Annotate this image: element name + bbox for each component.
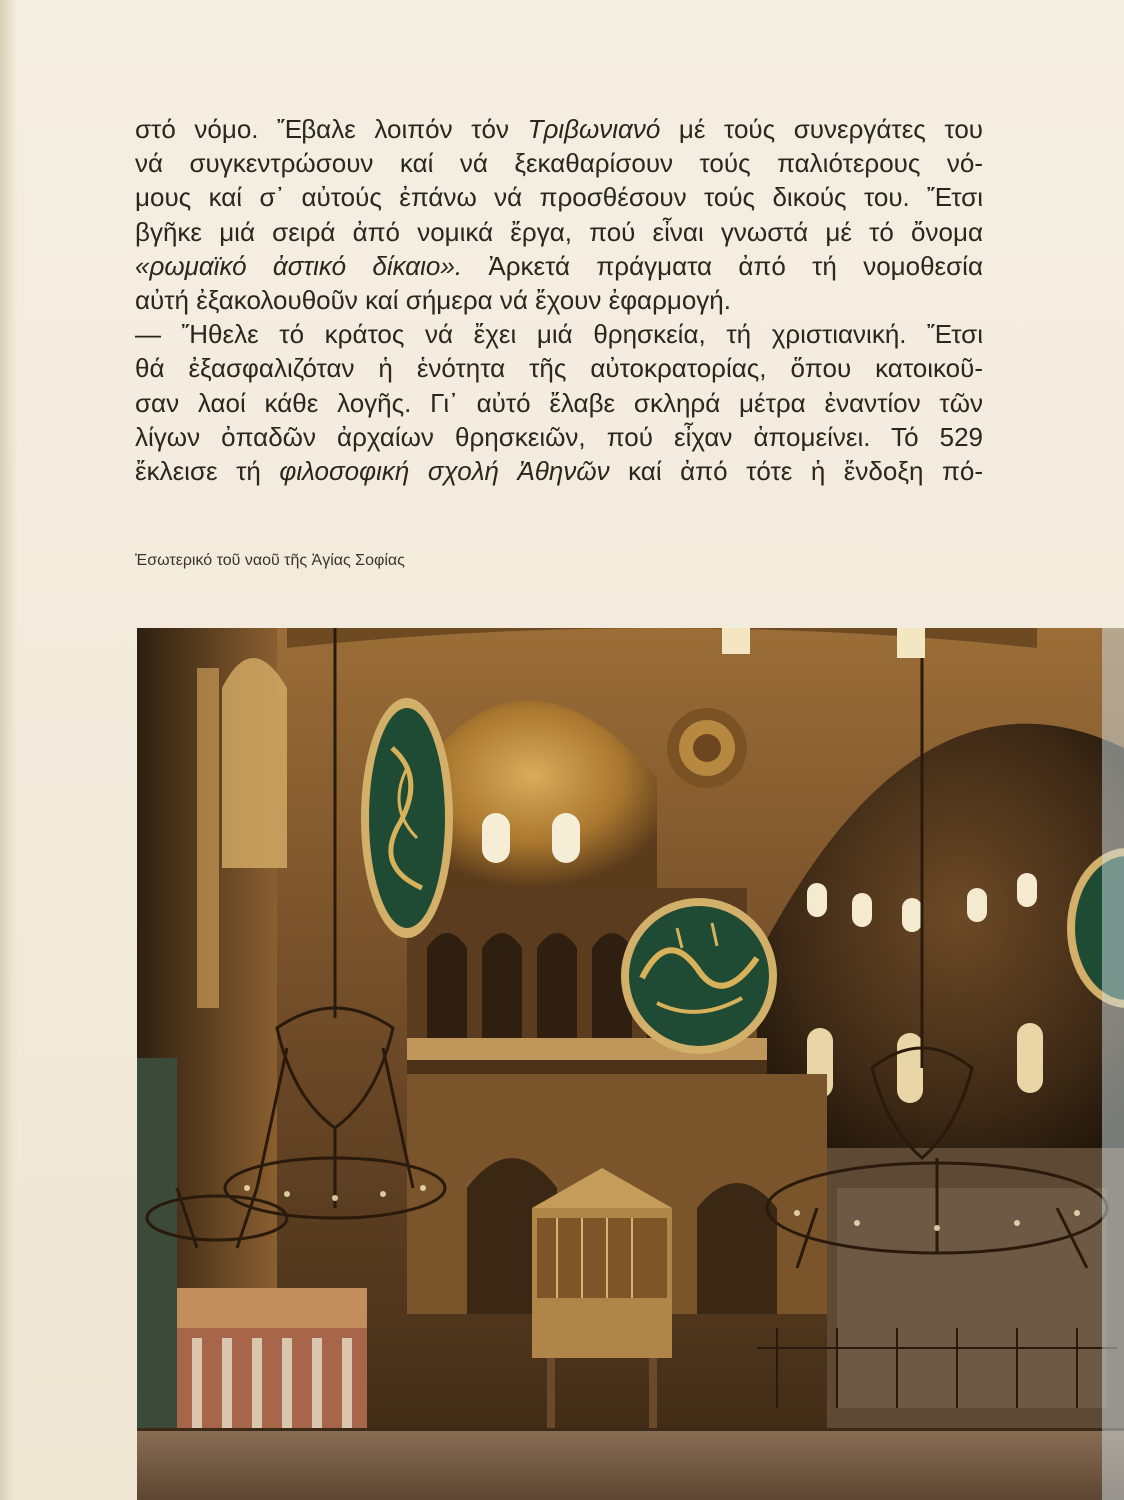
page-binding-shadow [0, 0, 18, 1500]
text-line: «ρωμαϊκό ἀστικό δίκαιο». Ἀρκετά πράγματα ἀπό τή νομοθεσία [135, 250, 983, 281]
body-paragraph [135, 112, 983, 488]
italic-term: φιλοσοφική σχολή Ἀθηνῶν [279, 456, 610, 487]
text-line: σαν λαοί κάθε λογῆς. Γι᾽ αὐτό ἔλαβε σκληρά μέτρα ἐναντίον τῶν [135, 387, 983, 418]
text-line: στό νόμο. Ἔβαλε λοιπόν τόν Τριβωνιανό μέ τούς συνεργάτες του [135, 114, 983, 144]
text-line: ἔκλεισε τή φιλοσοφική σχολή Ἀθηνῶν καί ἀπό τότε ἡ ἔνδοξη πό- [135, 456, 983, 487]
text-line: νά συγκεντρώσουν καί νά ξεκαθαρίσουν τούς παλιότερους νό- [135, 148, 983, 179]
text-line: — Ἤθελε τό κράτος νά ἔχει μιά θρησκεία, τή χριστιανική. Ἔτσι [135, 319, 983, 350]
italic-term: Τριβωνιανό [527, 114, 661, 144]
photo-caption: Ἐσωτερικό τοῦ ναοῦ τῆς Ἁγίας Σοφίας [135, 552, 405, 569]
text-line: βγῆκε μιά σειρά ἀπό νομικά ἔργα, πού εἶναι γνωστά μέ τό ὄνομα [135, 216, 983, 247]
calligraphy-medallion-left [361, 698, 453, 938]
text-line: θά ἐξασφαλιζόταν ἡ ἑνότητα τῆς αὐτοκρατορίας, ὅπου κατοικοῦ- [135, 353, 983, 384]
italic-term: «ρωμαϊκό ἀστικό δίκαιο». [135, 250, 463, 281]
text-line: μους καί σ᾽ αὐτούς ἐπάνω νά προσθέσουν τούς δικούς του. Ἔτσι [135, 182, 983, 213]
text-line: αὐτή ἐξακολουθοῦν καί σήμερα νά ἔχουν ἐφαρμογή. [135, 285, 731, 316]
hagia-sophia-interior-photo [137, 628, 1124, 1500]
calligraphy-medallion-center [621, 898, 777, 1054]
text-line: λίγων ὀπαδῶν ἀρχαίων θρησκειῶν, πού εἶχαν ἀπομείνει. Τό 529 [135, 421, 983, 452]
